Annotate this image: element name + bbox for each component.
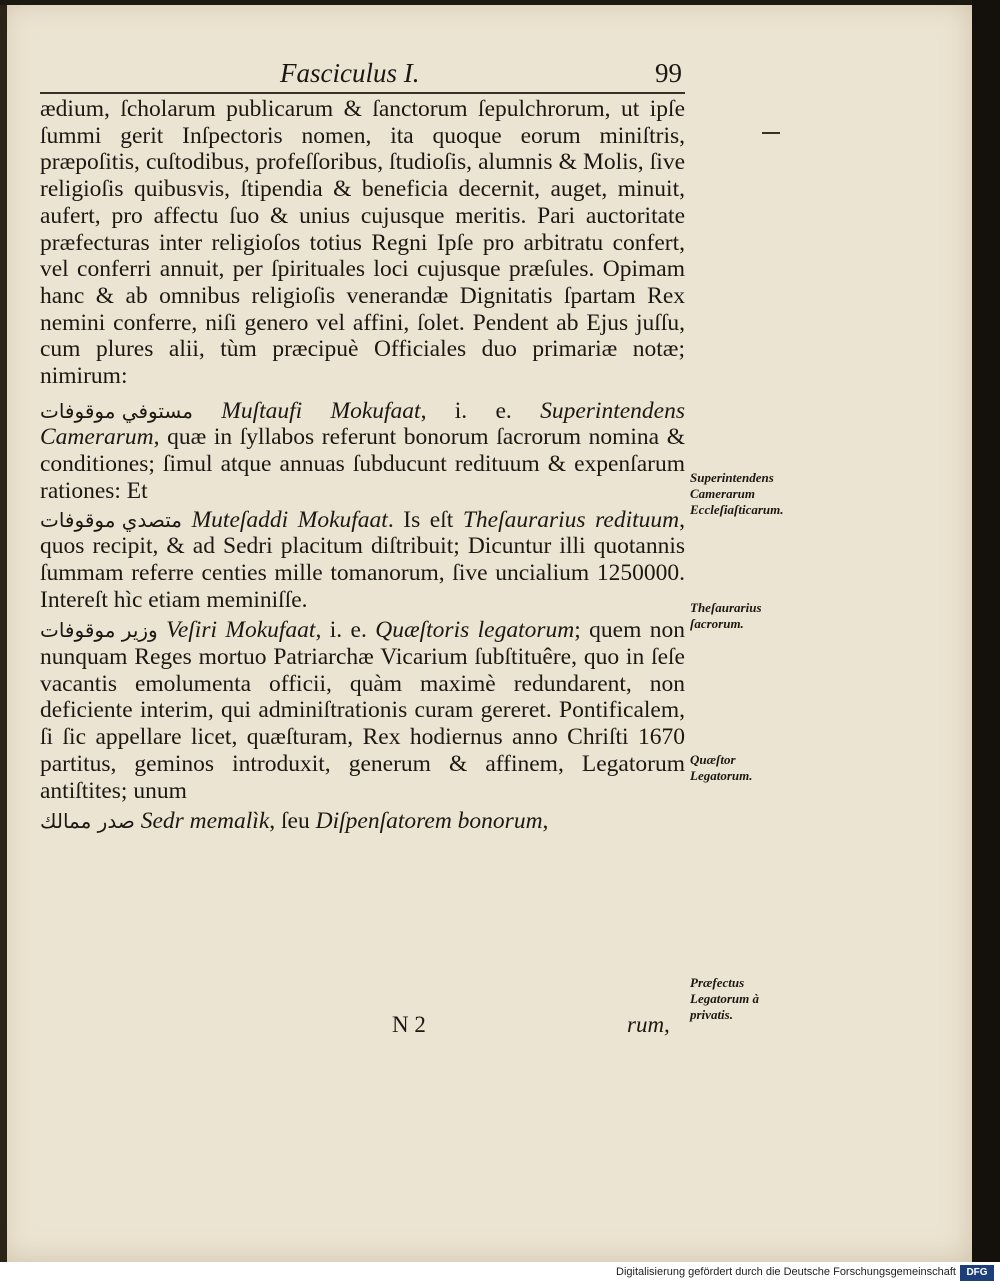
- entry-text: ,: [542, 808, 549, 835]
- arabic-term: صدر ممالك: [40, 809, 135, 834]
- entry-1: [40, 398, 685, 505]
- marginal-note-2: Theſaurarius ſacrorum.: [690, 600, 762, 631]
- entry-gloss: Quæſtoris legatorum: [375, 617, 575, 644]
- page-header: [40, 58, 690, 94]
- entry-text: , quæ in ſyllabos referunt bonorum ſacrorum nomina & conditiones; ſimul atque annuas ſubducunt redituum & expenſarum rationes: Et: [40, 424, 685, 504]
- entry-term: Veſiri Mokufaat: [166, 617, 316, 644]
- marginal-note-1: Superintendens Camerarum Eccleſiaſticarum.: [690, 470, 784, 517]
- digitization-credit: Digitalisierung gefördert durch die Deutsche Forschungsgemeinschaft: [616, 1266, 956, 1278]
- page-right-edge: [972, 0, 1000, 1262]
- entry-text: ; quem non nunquam Reges mortuo Patriarchæ Vicarium ſubſtituêre, quo in ſeſe vacantis emolumenta officii, quàm maximè redundarent, non deficiente interim, qui adminiſtrationis curam gereret. Pontificalem, ſi ſic appellare licet, quæſturam, Rex hodiernus anno Chriſti 1670 partitus, geminos introduxit, generum & affinem, Legatorum antiſtites; unum: [40, 617, 685, 804]
- margin-dash: [762, 132, 780, 134]
- entry-gloss: Theſaurarius redituum: [462, 506, 680, 533]
- arabic-term: متصدي موقوفات: [40, 507, 183, 532]
- entry-text: , quos recipit, & ad Sedri placitum diſtribuit; Dicuntur illi quotannis ſummam referre centies mille tomanorum, ſive uncialium 1250000. Intereſt hìc etiam meminiſſe.: [40, 506, 685, 613]
- marginal-note-3: Quæſtor Legatorum.: [690, 752, 753, 783]
- arabic-term: وزير موقوفات: [40, 618, 158, 643]
- arabic-term: مستوفي موقوفات: [40, 398, 193, 423]
- entry-term: Muteſaddi Mokufaat: [191, 506, 388, 533]
- entry-2: [40, 507, 685, 614]
- footer-bar: [0, 1262, 1000, 1285]
- page-number: 99: [655, 58, 682, 88]
- entry-connector: . Is eſt: [387, 506, 463, 533]
- catchword: rum,: [627, 1012, 670, 1037]
- entry-gloss: Diſpenſatorem bonorum: [315, 808, 543, 835]
- dfg-logo[interactable]: DFG: [960, 1265, 994, 1281]
- page-left-edge: [0, 0, 7, 1262]
- header-rule: [40, 92, 685, 94]
- running-title: Fasciculus I.: [280, 58, 420, 88]
- entry-connector: , ſeu: [269, 808, 316, 835]
- paragraph-1: ædium, ſcholarum publicarum & ſanctorum ſepulchrorum, ut ipſe ſummi gerit Inſpectoris nomen, ita quoque eorum miniſtris, præpoſitis, cuſtodibus, profeſſoribus, ſtudioſis, alumnis & Molis, ſive religioſis quibusvis, ſtipendia & beneficia decernit, auget, minuit, aufert, pro affectu ſuo & unius cujusque meritis. Pari auctoritate præfecturas inter religioſos totius Regni Ipſe pro arbitratu confert, vel conferri annuit, per ſpirituales loci cujusque præſules. Opimam hanc & ab omnibus religioſis venerandæ Dignitatis ſpartam Rex nemini conferre, niſi genero vel affini, ſolet. Pendent ab Ejus juſſu, cum plures alii, tùm præcipuè Officiales duo primariæ notæ; nimirum:: [40, 96, 685, 390]
- entry-term: Sedr memalìk: [140, 808, 270, 835]
- entry-3: [40, 617, 685, 804]
- main-text: [40, 96, 685, 835]
- entry-connector: , i. e.: [420, 397, 541, 424]
- marginal-note-4: Præfectus Legatorum à privatis.: [690, 975, 759, 1022]
- entry-4: [40, 808, 685, 835]
- signature-mark: N 2: [392, 1012, 426, 1037]
- page-top-edge: [0, 0, 1000, 5]
- entry-connector: , i. e.: [315, 617, 376, 644]
- entry-gloss: Superintendens Camerarum: [40, 397, 685, 451]
- entry-term: Muſtaufi Mokufaat: [221, 397, 421, 424]
